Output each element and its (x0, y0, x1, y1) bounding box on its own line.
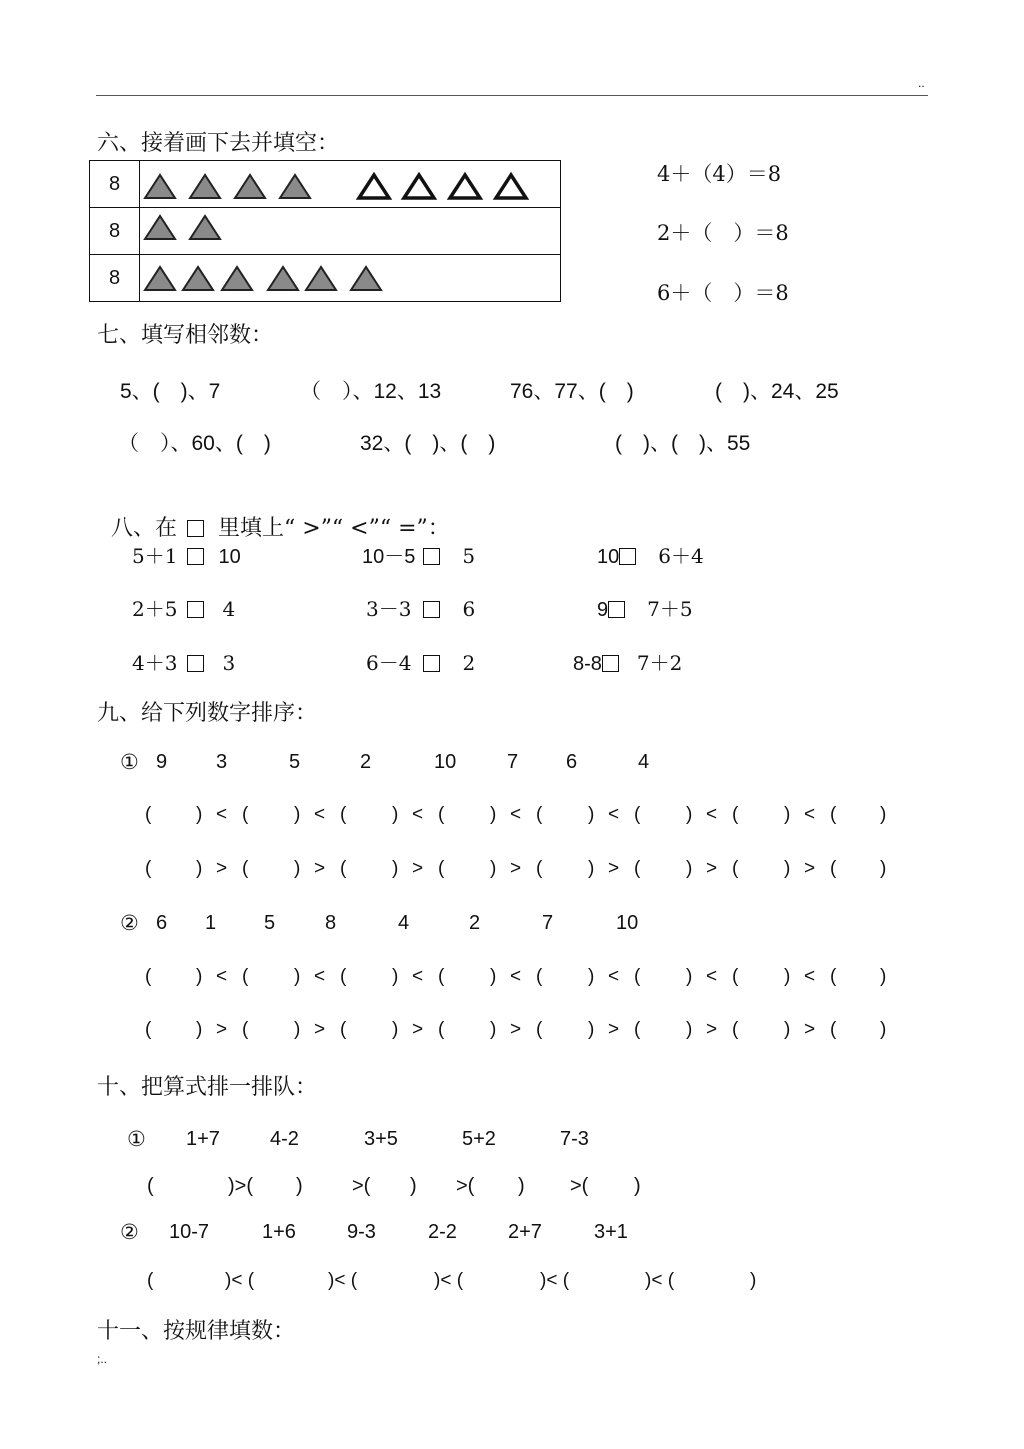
neighbor-item: （ ）、60、( ) (118, 432, 271, 455)
gray-triangle-icon (280, 175, 310, 198)
triangle-row-1 (140, 161, 560, 202)
section-7-title: 七、填写相邻数： (97, 323, 274, 348)
close-paren: ) (294, 804, 301, 825)
greater-than: > (510, 1019, 522, 1040)
row-part: ) (410, 1175, 417, 1197)
less-than: < (510, 966, 522, 987)
greater-than: > (216, 1019, 228, 1040)
open-paren: ( (634, 804, 641, 825)
open-paren: ( (830, 1019, 837, 1040)
open-paren: ( (732, 804, 739, 825)
expression: 4-2 (270, 1128, 299, 1150)
section-8-title-b: 里填上“ >”“ <”“ =”： (218, 516, 450, 541)
open-paren: ( (438, 858, 445, 879)
open-paren: ( (830, 804, 837, 825)
expression: 2+7 (508, 1221, 542, 1243)
triangle-cell (140, 161, 561, 208)
close-paren: ) (392, 1019, 399, 1040)
triangle-row-2 (140, 208, 560, 249)
number: 9 (156, 751, 168, 773)
close-paren: ) (392, 804, 399, 825)
answer-box[interactable] (608, 601, 625, 618)
number: 5 (289, 751, 301, 773)
greater-than: > (216, 858, 228, 879)
less-than: < (314, 966, 326, 987)
gray-triangle-icon (145, 267, 175, 290)
gray-triangle-icon (306, 267, 336, 290)
neighbor-item: 76、77、( ) (510, 380, 634, 403)
row-part: ( (147, 1270, 154, 1291)
row-part: )>( (228, 1175, 253, 1197)
close-paren: ) (490, 966, 497, 987)
close-paren: ) (490, 804, 497, 825)
expression: 9-3 (347, 1221, 376, 1243)
triangle-cell (140, 208, 561, 255)
section-6-title: 六、接着画下去并填空： (97, 131, 340, 156)
greater-than: > (314, 858, 326, 879)
triangle-table (89, 160, 561, 302)
group-2-mark: ② (120, 911, 139, 935)
open-paren: ( (732, 1019, 739, 1040)
less-than: < (706, 966, 718, 987)
row-part: )< ( (645, 1270, 675, 1291)
expression: 1+7 (186, 1128, 220, 1150)
open-paren: ( (634, 1019, 641, 1040)
gray-triangle-icon (145, 216, 175, 239)
answer-box[interactable] (187, 655, 204, 672)
less-than: < (804, 804, 816, 825)
greater-than: > (510, 858, 522, 879)
outline-triangle-icon (404, 175, 434, 198)
number: 2 (469, 912, 481, 934)
number: 5 (264, 912, 276, 934)
number: 7 (542, 912, 554, 934)
number: 8 (325, 912, 337, 934)
close-paren: ) (784, 804, 791, 825)
answer-box[interactable] (187, 520, 204, 537)
open-paren: ( (145, 858, 152, 879)
compare-right: 6＋4 (658, 544, 704, 568)
open-paren: ( (634, 858, 641, 879)
compare-item (132, 593, 235, 622)
open-paren: ( (536, 858, 543, 879)
compare-item (132, 540, 241, 569)
number: 4 (398, 912, 410, 934)
open-paren: ( (634, 966, 641, 987)
compare-left: 6－4 (366, 651, 412, 675)
open-paren: ( (732, 966, 739, 987)
compare-left: 8-8 (573, 653, 602, 675)
less-than: < (216, 804, 228, 825)
compare-item (573, 647, 682, 676)
compare-right: 3 (222, 651, 236, 675)
compare-right: 5 (462, 544, 476, 568)
close-paren: ) (686, 1019, 693, 1040)
close-paren: ) (490, 858, 497, 879)
equation-3: 6＋（ ）＝8 (657, 281, 789, 305)
answer-box[interactable] (619, 548, 636, 565)
compare-item (366, 593, 475, 622)
close-paren: ) (294, 966, 301, 987)
less-than: < (804, 966, 816, 987)
expression: 10-7 (169, 1221, 210, 1243)
open-paren: ( (242, 1019, 249, 1040)
open-paren: ( (340, 966, 347, 987)
close-paren: ) (588, 1019, 595, 1040)
close-paren: ) (490, 1019, 497, 1040)
less-than: < (412, 804, 424, 825)
close-paren: ) (196, 858, 203, 879)
gray-triangle-icon (235, 175, 265, 198)
equation-1: 4＋（4）＝8 (657, 162, 782, 186)
triangle-row-3 (140, 255, 560, 296)
section-8-title (97, 486, 450, 542)
section-8-title-a: 八、在 (111, 516, 178, 541)
greater-than: > (608, 1019, 620, 1040)
neighbor-item: 32、( )、( ) (360, 432, 496, 455)
close-paren: ) (880, 858, 887, 879)
compare-right: 4 (222, 597, 236, 621)
number: 6 (156, 912, 168, 934)
compare-right: 2 (462, 651, 476, 675)
close-paren: ) (784, 1019, 791, 1040)
compare-item (362, 540, 475, 569)
less-than: < (510, 804, 522, 825)
compare-left: 9 (597, 599, 609, 621)
close-paren: ) (588, 804, 595, 825)
close-paren: ) (880, 966, 887, 987)
close-paren: ) (784, 858, 791, 879)
compare-right: 7＋5 (647, 597, 693, 621)
row-part: ) (634, 1175, 641, 1197)
expression: 3+5 (364, 1128, 398, 1150)
close-paren: ) (196, 1019, 203, 1040)
row-part: ) (296, 1175, 303, 1197)
compare-right: 10 (218, 546, 241, 568)
close-paren: ) (686, 804, 693, 825)
answer-box[interactable] (602, 655, 619, 672)
number: 3 (216, 751, 228, 773)
answer-box[interactable] (423, 548, 440, 565)
open-paren: ( (145, 804, 152, 825)
close-paren: ) (784, 966, 791, 987)
open-paren: ( (340, 858, 347, 879)
greater-than: > (706, 1019, 718, 1040)
compare-left: 4＋3 (132, 651, 178, 675)
compare-left: 5＋1 (132, 544, 178, 568)
row-part: >( (352, 1175, 371, 1197)
table-row (90, 255, 561, 302)
greater-than: > (412, 858, 424, 879)
number: 6 (566, 751, 578, 773)
close-paren: ) (196, 966, 203, 987)
open-paren: ( (536, 966, 543, 987)
outline-triangle-icon (450, 175, 480, 198)
compare-item (597, 540, 704, 569)
answer-box[interactable] (423, 655, 440, 672)
answer-box[interactable] (423, 601, 440, 618)
compare-item (366, 647, 475, 676)
less-than: < (314, 804, 326, 825)
outline-triangle-icon (496, 175, 526, 198)
equation-2: 2＋（ ）＝8 (657, 221, 789, 245)
greater-than: > (608, 858, 620, 879)
outline-triangle-icon (359, 175, 389, 198)
greater-than: > (706, 858, 718, 879)
open-paren: ( (340, 804, 347, 825)
answer-box[interactable] (187, 601, 204, 618)
close-paren: ) (686, 966, 693, 987)
greater-than: > (314, 1019, 326, 1040)
row-part: ) (750, 1270, 757, 1291)
row-part: >( (456, 1175, 475, 1197)
group-1-mark: ① (120, 750, 139, 774)
neighbor-item: 5、( )、7 (120, 380, 221, 403)
greater-than: > (804, 858, 816, 879)
open-paren: ( (438, 966, 445, 987)
gray-triangle-icon (145, 175, 175, 198)
expression: 7-3 (560, 1128, 589, 1150)
neighbor-item: ( )、24、25 (715, 380, 839, 403)
close-paren: ) (196, 804, 203, 825)
open-paren: ( (242, 966, 249, 987)
open-paren: ( (438, 804, 445, 825)
compare-left: 3－3 (366, 597, 412, 621)
open-paren: ( (340, 1019, 347, 1040)
row-part: )< ( (328, 1270, 358, 1291)
number: 4 (638, 751, 650, 773)
gray-triangle-icon (190, 216, 220, 239)
number: 10 (434, 751, 457, 773)
close-paren: ) (880, 1019, 887, 1040)
greater-than: > (412, 1019, 424, 1040)
corner-mark: .. (918, 76, 925, 90)
close-paren: ) (392, 966, 399, 987)
close-paren: ) (588, 858, 595, 879)
open-paren: ( (830, 858, 837, 879)
compare-left: 2＋5 (132, 597, 178, 621)
table-row (90, 208, 561, 255)
less-than: < (412, 966, 424, 987)
gray-triangle-icon (268, 267, 298, 290)
gray-triangle-icon (190, 175, 220, 198)
neighbor-item: ( )、( )、55 (615, 432, 751, 455)
close-paren: ) (588, 966, 595, 987)
answer-box[interactable] (187, 548, 204, 565)
open-paren: ( (145, 966, 152, 987)
gray-triangle-icon (183, 267, 213, 290)
close-paren: ) (392, 858, 399, 879)
less-than: < (608, 966, 620, 987)
close-paren: ) (686, 858, 693, 879)
row-part: ) (518, 1175, 525, 1197)
open-paren: ( (242, 804, 249, 825)
expression: 1+6 (262, 1221, 296, 1243)
close-paren: ) (294, 858, 301, 879)
section-10-title: 十、把算式排一排队： (97, 1075, 318, 1100)
open-paren: ( (145, 1019, 152, 1040)
compare-right: 6 (462, 597, 476, 621)
greater-than: > (804, 1019, 816, 1040)
triangle-cell (140, 255, 561, 302)
close-paren: ) (294, 1019, 301, 1040)
less-than: < (608, 804, 620, 825)
footer-mark: ;.. (97, 1352, 108, 1366)
open-paren: ( (536, 804, 543, 825)
row-part: ( (147, 1175, 154, 1197)
open-paren: ( (732, 858, 739, 879)
section-11-title: 十一、按规律填数： (97, 1319, 296, 1344)
table-row (90, 161, 561, 208)
less-than: < (706, 804, 718, 825)
compare-left: 10－5 (362, 546, 416, 568)
row-number: 8 (90, 255, 140, 302)
row-part: )< ( (434, 1270, 464, 1291)
group-1-mark: ① (127, 1127, 146, 1151)
section-9-title: 九、给下列数字排序： (97, 701, 318, 726)
number: 1 (205, 912, 217, 934)
less-than: < (216, 966, 228, 987)
expression: 2-2 (428, 1221, 457, 1243)
open-paren: ( (830, 966, 837, 987)
gray-triangle-icon (222, 267, 252, 290)
number: 7 (507, 751, 519, 773)
open-paren: ( (536, 1019, 543, 1040)
row-part: )< ( (540, 1270, 570, 1291)
row-number: 8 (90, 208, 140, 255)
number: 2 (360, 751, 372, 773)
close-paren: ) (880, 804, 887, 825)
group-2-mark: ② (120, 1220, 139, 1244)
compare-item (132, 647, 235, 676)
neighbor-item: （ ）、12、13 (300, 380, 442, 403)
compare-left: 10 (597, 546, 620, 568)
expression: 5+2 (462, 1128, 496, 1150)
compare-item (597, 593, 693, 622)
gray-triangle-icon (351, 267, 381, 290)
number: 10 (616, 912, 639, 934)
open-paren: ( (438, 1019, 445, 1040)
row-part: )< ( (225, 1270, 255, 1291)
compare-right: 7＋2 (636, 651, 683, 675)
row-part: >( (570, 1175, 589, 1197)
row-number: 8 (90, 161, 140, 208)
open-paren: ( (242, 858, 249, 879)
header-rule (96, 95, 928, 96)
expression: 3+1 (594, 1221, 628, 1243)
